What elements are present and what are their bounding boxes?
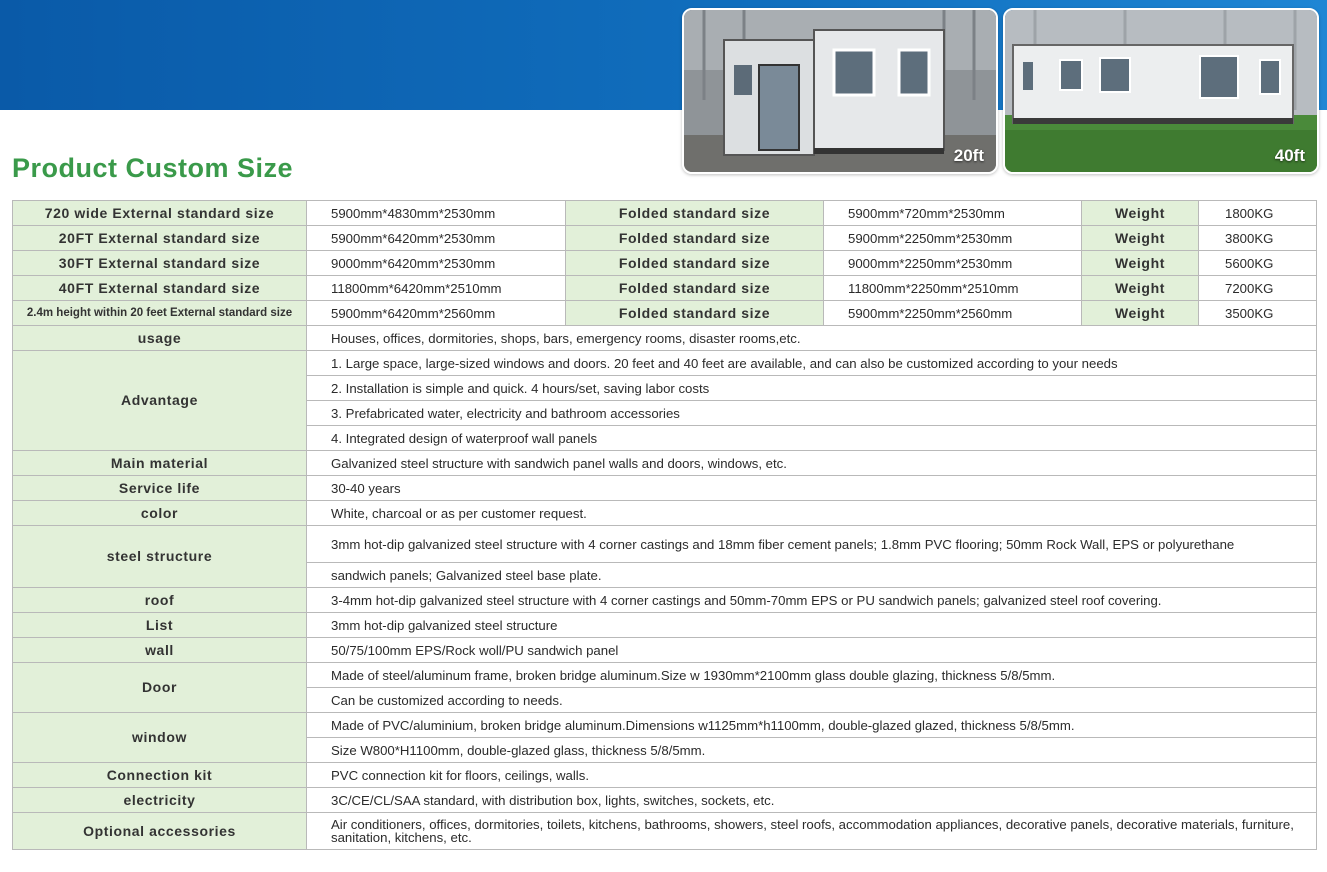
folded-label: Folded standard size [566,276,824,301]
spec-value: 30-40 years [307,476,1317,501]
size-row [13,201,1317,226]
spec-row-optional-accessories [13,813,1317,850]
weight-value: 1800KG [1199,201,1317,226]
spec-value: Made of steel/aluminum frame, broken bridge aluminum.Size w 1930mm*2100mm glass double glazing, thickness 5/8/5mm. [307,663,1317,688]
photo-40ft-caption: 40ft [1274,146,1305,165]
spec-value: sandwich panels; Galvanized steel base plate. [307,563,1317,588]
spec-value: Made of PVC/aluminium, broken bridge aluminum.Dimensions w1125mm*h1100mm, double-glazed glazed, thickness 5/8/5mm. [307,713,1317,738]
spec-row-color [13,501,1317,526]
spec-value: 2. Installation is simple and quick. 4 hours/set, saving labor costs [307,376,1317,401]
spec-row-door [13,663,1317,688]
external-size: 9000mm*6420mm*2530mm [307,251,566,276]
spec-label: Door [13,663,307,713]
size-label: 20FT External standard size [13,226,307,251]
spec-row-roof [13,588,1317,613]
size-label: 30FT External standard size [13,251,307,276]
spec-label: roof [13,588,307,613]
spec-row-connection-kit [13,763,1317,788]
spec-label: usage [13,326,307,351]
photo-20ft [682,8,998,174]
weight-label: Weight [1082,301,1199,326]
container-house-40ft-image [1005,10,1317,172]
external-size: 5900mm*6420mm*2560mm [307,301,566,326]
weight-label: Weight [1082,276,1199,301]
spec-value: 3. Prefabricated water, electricity and bathroom accessories [307,401,1317,426]
spec-row-steel-structure [13,526,1317,563]
folded-label: Folded standard size [566,201,824,226]
photo-40ft [1003,8,1319,174]
spec-row-electricity [13,788,1317,813]
spec-value: 3mm hot-dip galvanized steel structure [307,613,1317,638]
folded-size: 5900mm*720mm*2530mm [824,201,1082,226]
weight-value: 3500KG [1199,301,1317,326]
spec-value: White, charcoal or as per customer request. [307,501,1317,526]
spec-value: 3-4mm hot-dip galvanized steel structure with 4 corner castings and 50mm-70mm EPS or PU sandwich panels; galvanized steel roof covering. [307,588,1317,613]
weight-label: Weight [1082,201,1199,226]
size-label: 40FT External standard size [13,276,307,301]
spec-label: Connection kit [13,763,307,788]
container-house-20ft-image [684,10,996,172]
spec-row-list [13,613,1317,638]
spec-row-window [13,713,1317,738]
spec-row-wall [13,638,1317,663]
folded-label: Folded standard size [566,301,824,326]
weight-label: Weight [1082,251,1199,276]
spec-label: window [13,713,307,763]
size-row [13,301,1317,326]
spec-value: Can be customized according to needs. [307,688,1317,713]
spec-row-advantage [13,351,1317,376]
photo-20ft-caption: 20ft [953,146,984,165]
size-label: 2.4m height within 20 feet External standard size [13,301,307,326]
size-label: 720 wide External standard size [13,201,307,226]
spec-label: Advantage [13,351,307,451]
weight-label: Weight [1082,226,1199,251]
spec-value: 4. Integrated design of waterproof wall panels [307,426,1317,451]
folded-label: Folded standard size [566,226,824,251]
spec-label: color [13,501,307,526]
folded-size: 5900mm*2250mm*2530mm [824,226,1082,251]
spec-label: List [13,613,307,638]
size-row [13,276,1317,301]
spec-value: 50/75/100mm EPS/Rock woll/PU sandwich panel [307,638,1317,663]
spec-value: Air conditioners, offices, dormitories, toilets, kitchens, bathrooms, showers, steel roofs, accommodation appliances, decorative panels, decorative materials, furniture, sanitation, kitchens, etc. [307,813,1317,850]
spec-value: Size W800*H1100mm, double-glazed glass, thickness 5/8/5mm. [307,738,1317,763]
spec-label: electricity [13,788,307,813]
size-row [13,251,1317,276]
spec-value: Galvanized steel structure with sandwich panel walls and doors, windows, etc. [307,451,1317,476]
external-size: 5900mm*4830mm*2530mm [307,201,566,226]
folded-label: Folded standard size [566,251,824,276]
spec-value: 3C/CE/CL/SAA standard, with distribution box, lights, switches, sockets, etc. [307,788,1317,813]
folded-size: 9000mm*2250mm*2530mm [824,251,1082,276]
folded-size: 11800mm*2250mm*2510mm [824,276,1082,301]
spec-value: Houses, offices, dormitories, shops, bars, emergency rooms, disaster rooms,etc. [307,326,1317,351]
page-title: Product Custom Size [12,153,294,183]
spec-label: Optional accessories [13,813,307,850]
spec-label: wall [13,638,307,663]
spec-value: 1. Large space, large-sized windows and doors. 20 feet and 40 feet are available, and can also be customized according to your needs [307,351,1317,376]
spec-label: steel structure [13,526,307,588]
spec-table [12,200,1317,850]
spec-row-service-life [13,476,1317,501]
weight-value: 5600KG [1199,251,1317,276]
folded-size: 5900mm*2250mm*2560mm [824,301,1082,326]
spec-row-main-material [13,451,1317,476]
spec-value: PVC connection kit for floors, ceilings, walls. [307,763,1317,788]
spec-label: Main material [13,451,307,476]
weight-value: 7200KG [1199,276,1317,301]
external-size: 5900mm*6420mm*2530mm [307,226,566,251]
spec-label: Service life [13,476,307,501]
external-size: 11800mm*6420mm*2510mm [307,276,566,301]
weight-value: 3800KG [1199,226,1317,251]
spec-value: 3mm hot-dip galvanized steel structure with 4 corner castings and 18mm fiber cement panels; 1.8mm PVC flooring; 50mm Rock Wall, EPS or polyurethane [307,526,1317,563]
spec-row-usage [13,326,1317,351]
size-row [13,226,1317,251]
